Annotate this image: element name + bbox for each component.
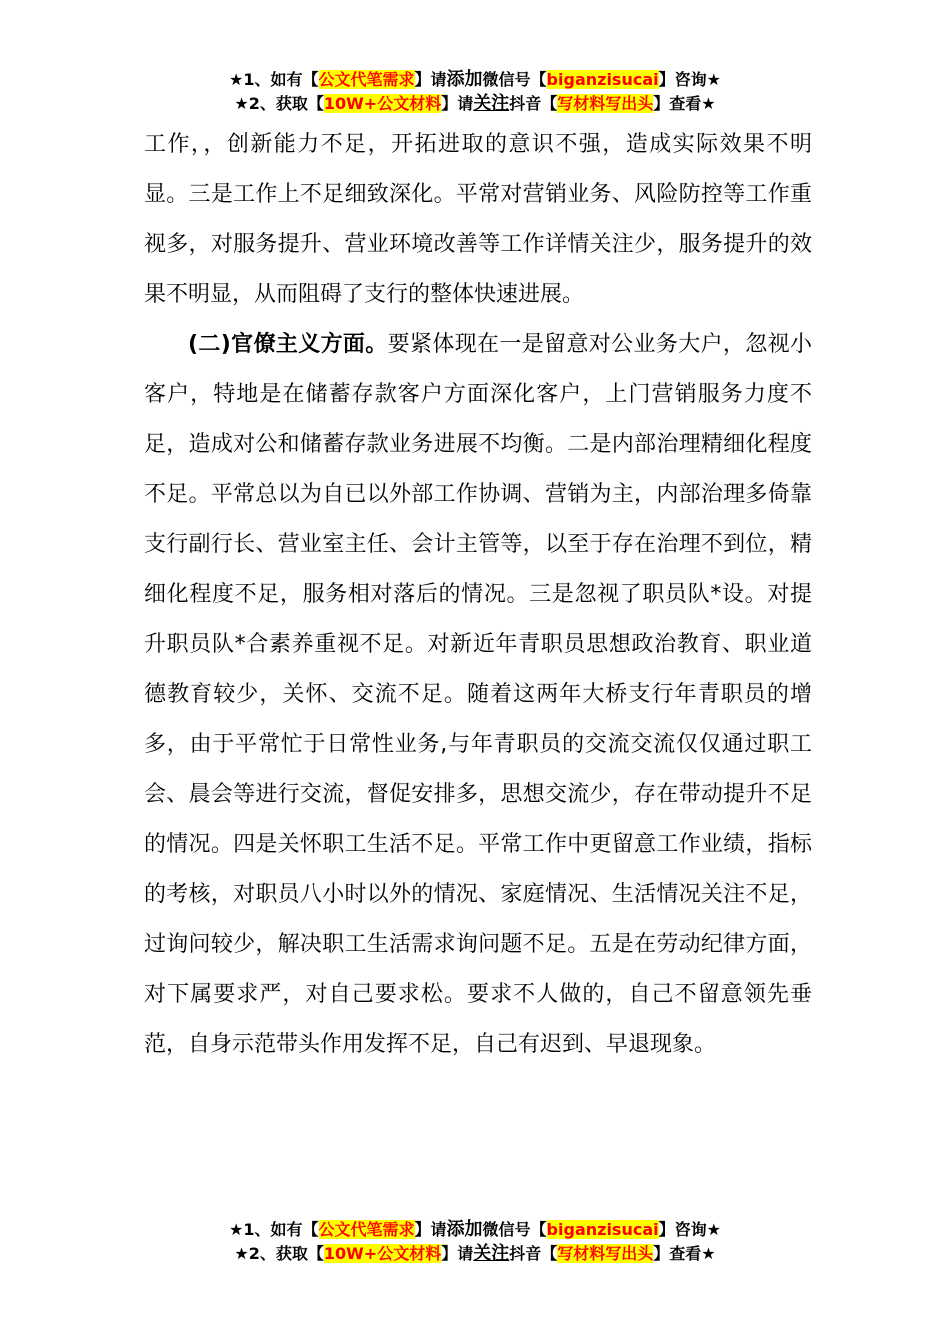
header-banner-line-1: ★1、如有【公文代笔需求】请添加微信号【biganzisucai】咨询★	[229, 69, 721, 90]
paragraph-2	[144, 320, 812, 1070]
footer-highlight-wechat-id: biganzisucai	[546, 1220, 659, 1239]
header-banner	[0, 68, 950, 116]
footer-banner	[0, 1218, 950, 1266]
paragraph-2-body: 要紧体现在一是留意对公业务大户，忽视小客户，特地是在储蓄存款客户方面深化客户，上门营销服务力度不足，造成对公和储蓄存款业务进展不均衡。二是内部治理精细化程度不足。平常总以为自已以外部工作协调、营销为主，内部治理多倚靠支行副行长、营业室主任、会计主管等，以至于存在治理不到位，精细化程度不足，服务相对落后的情况。三是忽视了职员队*设。对提升职员队*合素养重视不足。对新近年青职员思想政治教育、职业道德教育较少，关怀、交流不足。随着这两年大桥支行年青职员的增多，由于平常忙于日常性业务,与年青职员的交流交流仅仅通过职工会、晨会等进行交流，督促安排多，思想交流少，存在带动提升不足的情况。四是关怀职工生活不足。平常工作中更留意工作业绩，指标的考核，对职员八小时以外的情况、家庭情况、生活情况关注不足，过询问较少，解决职工生活需求询问题不足。五是在劳动纪律方面，对下属要求严，对自己要求松。要求不人做的，自己不留意领先垂范，自身示范带头作用发挥不足，自己有迟到、早退现象。	[144, 332, 812, 1057]
header-highlight-wechat-id: biganzisucai	[546, 70, 659, 89]
footer-highlight-douyin: 写材料写出头	[557, 1244, 654, 1263]
footer-highlight-materials: 10W+公文材料	[323, 1244, 442, 1263]
paragraph-1: 工作，，创新能力不足，开拓进取的意识不强，造成实际效果不明显。三是工作上不足细致深化。平常对营销业务、风险防控等工作重视多，对服务提升、营业环境改善等工作详情关注少，服务提升的效果不明显，从而阻碍了支行的整体快速进展。	[144, 132, 812, 307]
header-highlight-service: 公文代笔需求	[318, 70, 415, 89]
document-body	[144, 120, 812, 1070]
footer-banner-line-2: ★2、获取【10W+公文材料】请关注抖音【写材料写出头】查看★	[234, 1243, 716, 1264]
footer-banner-line-1: ★1、如有【公文代笔需求】请添加微信号【biganzisucai】咨询★	[229, 1219, 721, 1240]
header-banner-line-2: ★2、获取【10W+公文材料】请关注抖音【写材料写出头】查看★	[234, 93, 716, 114]
paragraph-2-lead: (二)官僚主义方面。	[188, 332, 388, 357]
header-highlight-douyin: 写材料写出头	[557, 94, 654, 113]
header-highlight-materials: 10W+公文材料	[323, 94, 442, 113]
footer-highlight-service: 公文代笔需求	[318, 1220, 415, 1239]
